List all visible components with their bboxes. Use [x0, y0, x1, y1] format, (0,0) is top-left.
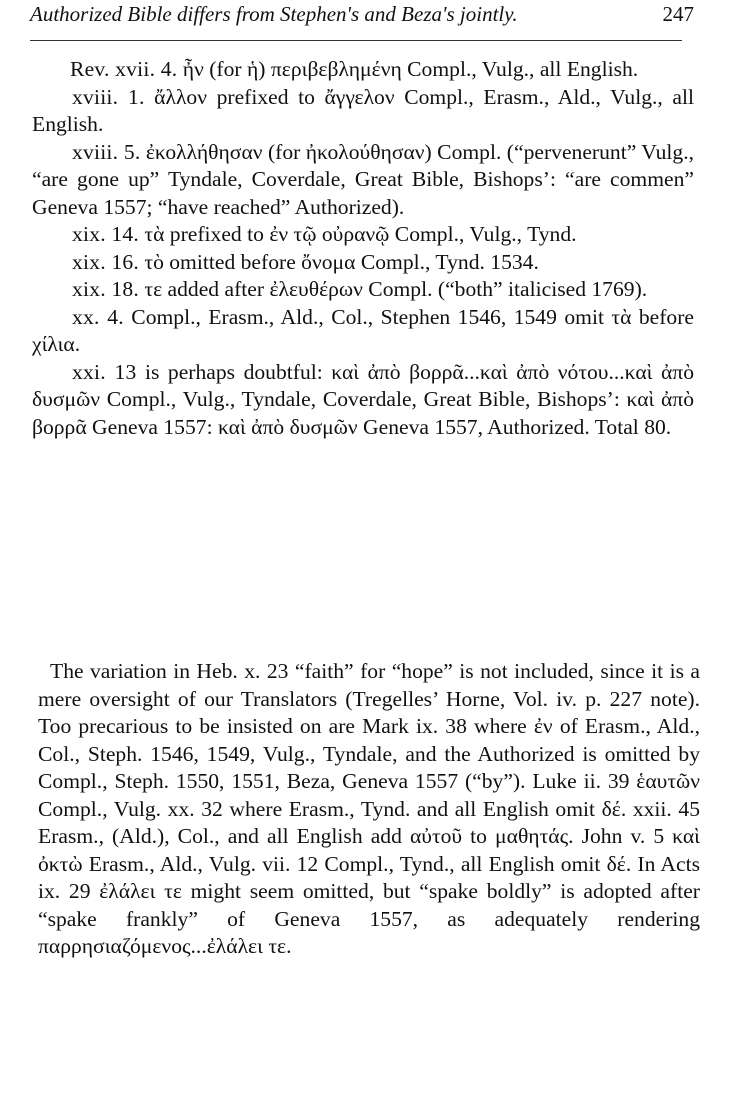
page-number: 247	[662, 2, 694, 26]
entry-reference: xx. 4.	[72, 304, 124, 329]
entry-xx-4	[32, 304, 694, 359]
entry-text: ἄλλον prefixed to ἄγγελον Compl., Erasm., Ald., Vulg., all English.	[32, 84, 694, 136]
entry-text: Compl., Erasm., Ald., Col., Stephen 1546, 1549 omit τὰ before χίλια.	[32, 304, 694, 356]
entry-reference: xviii. 5.	[72, 139, 141, 164]
entry-xviii-1	[32, 84, 694, 139]
entry-text: τε added after ἐλευθέρων Compl. (“both” italicised 1769).	[144, 277, 648, 301]
entry-xxi-13	[32, 359, 694, 442]
closing-note	[38, 658, 700, 961]
entry-text: ἐκολλήθησαν (for ἠκολούθησαν) Compl. (“pervenerunt” Vulg., “are gone up” Tyndale, Coverdale, Great Bible, Bishops’: “are commen” Geneva 1557; “have reached” Authorized).	[32, 139, 694, 219]
entry-reference: xix. 14.	[72, 222, 139, 246]
running-head-title: Authorized Bible differs from Stephen's and Beza's jointly.	[30, 2, 518, 26]
entry-reference: Rev. xvii. 4.	[70, 57, 178, 81]
entry-text: τὰ prefixed to ἐν τῷ οὐρανῷ Compl., Vulg., Tynd.	[144, 222, 577, 246]
entry-xix-14	[32, 221, 694, 249]
entry-reference: xviii. 1.	[72, 84, 145, 109]
entry-xix-18	[32, 276, 694, 304]
entry-text: ἦν (for ἡ) περιβεβλημένη Compl., Vulg., all English.	[182, 57, 639, 81]
entry-text: is perhaps doubtful: καὶ ἀπὸ βορρᾶ...καὶ ἀπὸ νότου...καὶ ἀπὸ δυσμῶν Compl., Vulg., Tyndale, Coverdale, Great Bible, Bishops’: καὶ ἀπὸ βορρᾶ Geneva 1557: καὶ ἀπὸ δυσμῶν Geneva 1557, Authorized. Total 80.	[32, 359, 695, 439]
entries-list	[32, 56, 694, 441]
entry-xix-16	[32, 249, 694, 277]
running-head	[30, 2, 694, 36]
entry-text: τὸ omitted before ὄνομα Compl., Tynd. 1534.	[144, 249, 539, 274]
note-paragraph: The variation in Heb. x. 23 “faith” for “hope” is not included, since it is a mere oversight of our Translators (Tregelles’ Horne, Vol. iv. p. 227 note). Too precarious to be insisted on are Mark ix. 38 where ἐν of Erasm., Ald., Col., Steph. 1546, 1549, Vulg., Tyndale, and the Authorized is omitted by Compl., Steph. 1550, 1551, Beza, Geneva 1557 (“by”). Luke ii. 39 ἑαυτῶν Compl., Vulg. xx. 32 where Erasm., Tynd. and all English omit δέ. xxii. 45 Erasm., (Ald.), Col., and all English add αὐτοῦ to μαθητάς. John v. 5 καὶ ὀκτὼ Erasm., Ald., Vulg. vii. 12 Compl., Tynd., all English omit δέ. In Acts ix. 29 ἐλάλει τε might seem omitted, but “spake boldly” is adopted after “spake frankly” of Geneva 1557, as adequately rendering παρρησιαζόμενος...ἐλάλει τε.	[38, 659, 700, 958]
entry-reference: xix. 16.	[72, 249, 139, 274]
entry-xviii-5	[32, 139, 694, 222]
entry-reference: xxi. 13	[72, 359, 137, 384]
entry-rev-xvii-4	[32, 56, 694, 84]
entry-reference: xix. 18.	[72, 277, 139, 301]
header-rule	[30, 40, 682, 41]
